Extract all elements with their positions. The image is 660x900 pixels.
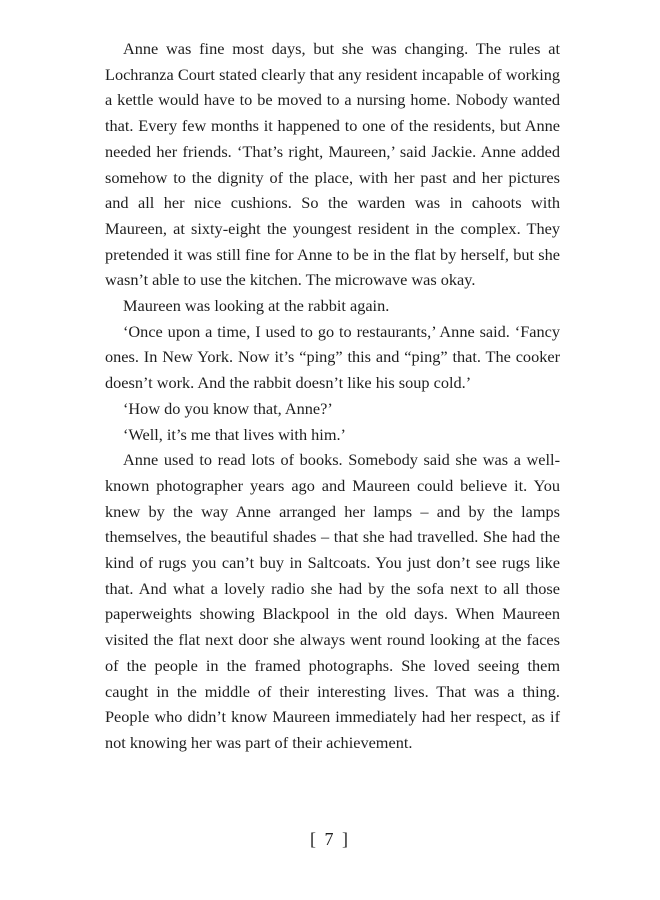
paragraph-restaurants: ‘Once upon a time, I used to go to restaurants,’ Anne said. ‘Fancy ones. In New York. Now it’s “ping” this and “ping” that. The cooker doesn’t work. And the rabbit doesn’t like his soup cold.’ (105, 321, 560, 393)
paragraph-rules: Anne was fine most days, but she was changing. The rules at Lochranza Court stated clearly that any resident incapable of working a kettle would have to be moved to a nursing home. Nobody wanted that. Every few months it happened to one of the residents, but Anne needed her friends. ‘That’s right, Maureen,’ said Jackie. Anne added somehow to the dignity of the place, with her past and her pictures and all her nice cushions. So the warden was in cahoots with Maureen, at sixty-eight the youngest resident in the complex. They pretended it was still fine for Anne to be in the flat by herself, but she wasn’t able to use the kitchen. The microwave was okay. (105, 39, 560, 290)
paragraph-rabbit: Maureen was looking at the rabbit again. (123, 296, 390, 316)
paragraph-question: ‘How do you know that, Anne?’ (123, 398, 333, 418)
paragraph-photographer: Anne used to read lots of books. Somebody said she was a well-known photographer years ago and Maureen could believe it. You knew by the way Anne arranged her lamps – and by the lamps themselves, the beautiful shades – that she had travelled. She had the kind of rugs you can’t buy in Saltcoats. You just don’t see rugs like that. And what a lovely radio she had by the sofa next to all those paperweights showing Blackpool in the old days. When Maureen visited the flat next door she always went round looking at the faces of the people in the framed photographs. She loved seeing them caught in the middle of their interesting lives. That was a thing. People who didn’t know Maureen immediately had her respect, as if not knowing her was part of their achievement. (105, 450, 560, 752)
body-text (105, 36, 560, 756)
paragraph-answer: ‘Well, it’s me that lives with him.’ (123, 424, 346, 444)
page-number: [ 7 ] (310, 829, 350, 849)
